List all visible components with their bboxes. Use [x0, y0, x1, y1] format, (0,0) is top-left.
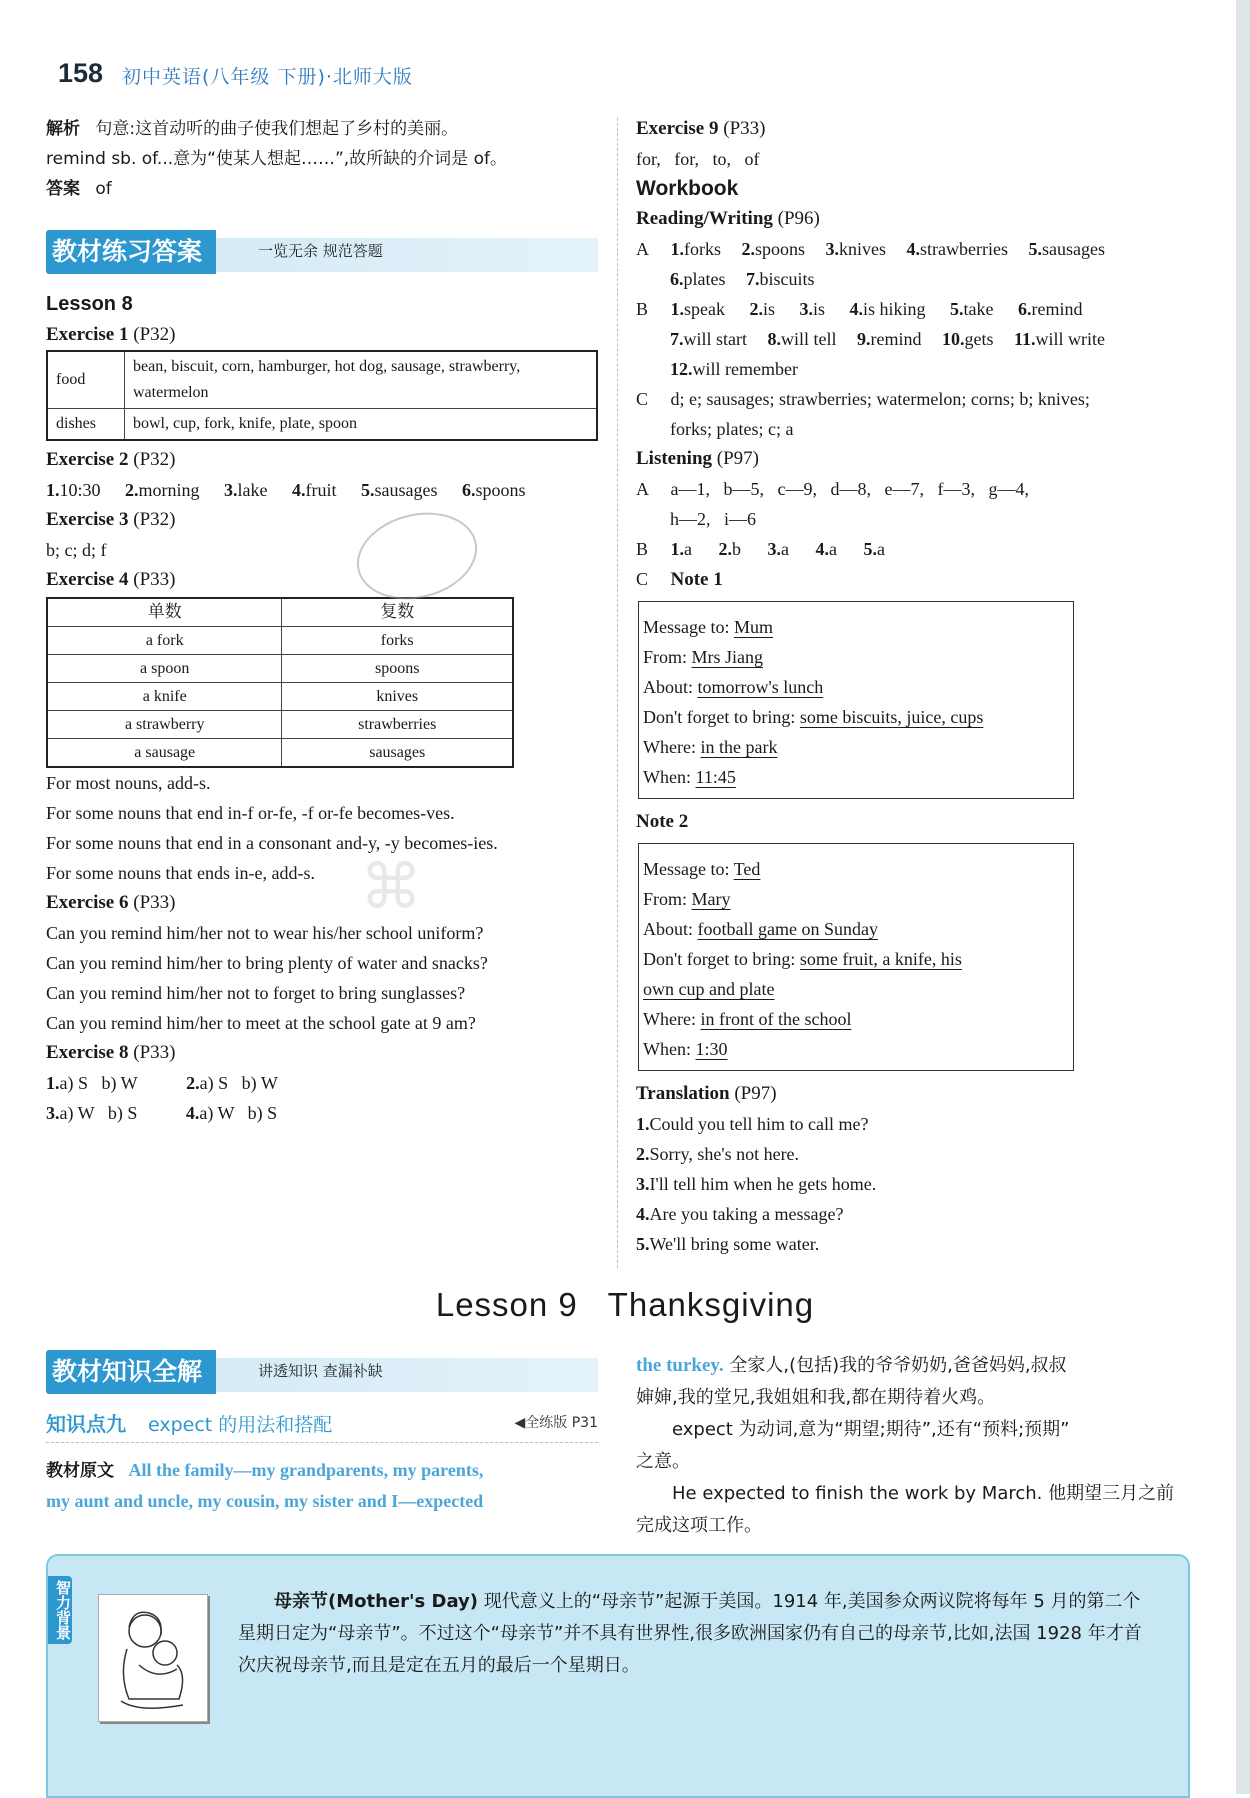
note-row — [643, 732, 1069, 762]
ex9-answer: for, for, to, of — [636, 149, 760, 169]
ex1-title-text: Exercise 1 — [46, 324, 129, 345]
item-number: 6. — [670, 269, 684, 289]
note-label: About: — [643, 919, 694, 939]
sidebar-text — [238, 1586, 1158, 1682]
item-answer: Sorry, she's not here. — [649, 1144, 800, 1164]
item-answer: will tell — [781, 329, 837, 349]
ex2-title — [46, 445, 598, 475]
c-answer: d; e; sausages; strawberries; watermelon; corns; b; knives; — [670, 389, 1090, 409]
note-value: Ted — [733, 859, 761, 879]
item-number: 2. — [741, 239, 755, 259]
note-row — [643, 884, 1069, 914]
item-answer: a — [829, 539, 837, 559]
note-value: tomorrow's lunch — [697, 677, 824, 697]
source-line-end: the turkey. — [636, 1355, 724, 1376]
a-answer: a—1, b—5, c—9, d—8, e—7, f—3, g—4, — [670, 479, 1029, 499]
note-row — [643, 762, 1069, 792]
sidebar-body: 现代意义上的“母亲节”起源于美国。1914 年,美国参众两议院将每年 5 月的第二个星期日定为“母亲节”。不过这个“母亲节”并不具有世界性,很多欧洲国家仍有自己的母亲节,比如,法国 1928 年才首次庆祝母亲节,而且是定在五月的最后一个星期日。 — [238, 1591, 1142, 1676]
note-row — [643, 672, 1069, 702]
item-number: 3. — [799, 299, 813, 319]
source-line: my aunt and uncle, my cousin, my sister and I—expected — [46, 1491, 484, 1511]
item-answer: a) S b) W — [59, 1073, 138, 1093]
table-cell: bowl, cup, fork, knife, plate, spoon — [125, 409, 598, 441]
item-number: 9. — [857, 329, 871, 349]
lesson9-title: Lesson 9 Thanksgiving — [435, 1286, 815, 1323]
listening-title-text: Listening — [636, 448, 713, 469]
table-cell: strawberries — [282, 711, 513, 739]
background-sidebar — [46, 1554, 1190, 1798]
knowledge-explanation — [636, 1350, 1196, 1542]
ex8-page: (P33) — [133, 1042, 176, 1063]
item-number: 6. — [1018, 299, 1032, 319]
ex1-page: (P32) — [133, 324, 176, 345]
item-answer: a) W b) S — [59, 1103, 138, 1123]
banner-subtitle: 一览无余 规范答题 — [258, 242, 383, 260]
item-answer: remind — [1031, 299, 1083, 319]
note1-title: Note 1 — [670, 569, 723, 590]
table-row — [47, 655, 513, 683]
ex6-line: Can you remind him/her to bring plenty of water and snacks? — [46, 953, 488, 973]
item-number: 2. — [186, 1073, 200, 1093]
ex9-title-text: Exercise 9 — [636, 118, 719, 139]
answers-banner — [46, 230, 598, 274]
ex6-page: (P33) — [133, 892, 176, 913]
note-row — [643, 854, 1069, 884]
table-cell: food — [47, 351, 125, 409]
banner-title: 教材知识全解 — [46, 1350, 216, 1394]
rule-line: For most nouns, add-s. — [46, 773, 211, 793]
item-answer: b — [732, 539, 741, 559]
note-value: some biscuits, juice, cups — [799, 707, 984, 727]
translation-line — [636, 1169, 1196, 1199]
note-label: Message to: — [643, 617, 730, 637]
page-number: 158 — [58, 58, 104, 88]
listening-a-line-2: h—2, i—6 — [670, 509, 757, 529]
rule-line: For some nouns that ends in-e, add-s. — [46, 863, 315, 883]
section-label: C — [636, 389, 649, 409]
item-number: 12. — [670, 359, 693, 379]
note-label: About: — [643, 677, 694, 697]
translation-page: (P97) — [734, 1083, 777, 1104]
note2-box — [638, 843, 1074, 1071]
book-title: 初中英语(八年级 下册)·北师大版 — [122, 66, 413, 88]
item-answer: is hiking — [863, 299, 926, 319]
item-answer: lake — [237, 480, 268, 500]
note-value: in front of the school — [700, 1009, 852, 1029]
translation-line — [636, 1139, 1196, 1169]
note-row — [643, 612, 1069, 642]
item-number: 8. — [767, 329, 781, 349]
ex8-title — [46, 1038, 598, 1068]
item-number: 1. — [636, 1114, 650, 1134]
analysis-label: 解析 — [46, 119, 80, 139]
item-answer: morning — [138, 480, 200, 500]
kp-reference: ◀全练版 P31 — [514, 1415, 598, 1431]
section-label: A — [636, 479, 649, 499]
ex4-table — [46, 597, 514, 768]
item-number: 5. — [863, 539, 877, 559]
rule-line: For some nouns that end in a consonant and-y, -y becomes-ies. — [46, 833, 498, 853]
note2-title: Note 2 — [636, 811, 689, 832]
note-label: When: — [643, 1039, 691, 1059]
note-value: some fruit, a knife, his — [799, 949, 962, 969]
ex2-answers — [46, 475, 598, 505]
kp-title: 知识点九 — [46, 1412, 126, 1436]
note1-box — [638, 601, 1074, 799]
explanation-p2: expect 为动词,意为“期望;期待”,还有“预料;预期” — [672, 1419, 1070, 1440]
section-label: A — [636, 239, 649, 259]
analysis-line-2: remind sb. of...意为“使某人想起……”,故所缺的介词是 of。 — [46, 149, 507, 169]
note-label: Message to: — [643, 859, 730, 879]
item-number: 1. — [46, 1073, 60, 1093]
banner-title: 教材练习答案 — [46, 230, 216, 274]
section-label: B — [636, 539, 649, 559]
table-cell: knives — [282, 683, 513, 711]
note-label: From: — [643, 647, 688, 667]
item-answer: speak — [684, 299, 725, 319]
item-number: 2. — [749, 299, 763, 319]
answer-value: of — [95, 179, 112, 199]
knowledge-point-title — [46, 1408, 598, 1443]
item-number: 4. — [292, 480, 306, 500]
item-number: 11. — [1014, 329, 1036, 349]
ex6-line: Can you remind him/her not to forget to bring sunglasses? — [46, 983, 466, 1003]
note-value: own cup and plate — [643, 979, 775, 999]
kp-subtitle: expect 的用法和搭配 — [148, 1414, 333, 1436]
item-answer: spoons — [755, 239, 806, 259]
rw-b-line-2 — [636, 324, 1196, 354]
ex2-title-text: Exercise 2 — [46, 449, 129, 470]
note-label: Where: — [643, 1009, 696, 1029]
knowledge-section — [46, 1350, 598, 1516]
item-answer: will write — [1035, 329, 1106, 349]
ex3-answer: b; c; d; f — [46, 540, 107, 560]
note-row — [643, 974, 1069, 1004]
analysis-line — [46, 114, 598, 144]
note-row — [643, 1004, 1069, 1034]
note-label: From: — [643, 889, 688, 909]
rw-title-text: Reading/Writing — [636, 208, 773, 229]
item-answer: is — [762, 299, 775, 319]
translation-title — [636, 1079, 1196, 1109]
mother-child-illustration — [98, 1594, 208, 1722]
table-header: 复数 — [282, 598, 513, 627]
explanation-p3b: 完成这项工作。 — [636, 1515, 762, 1536]
note-value: Mum — [733, 617, 773, 637]
listening-title — [636, 444, 1196, 474]
note-value: Mary — [691, 889, 731, 909]
item-number: 1. — [670, 539, 684, 559]
ex6-line: Can you remind him/her not to wear his/her school uniform? — [46, 923, 484, 943]
note-label: When: — [643, 767, 691, 787]
note-row — [643, 702, 1069, 732]
ex1-title — [46, 320, 598, 350]
item-answer: will remember — [692, 359, 798, 379]
analysis-text: 句意:这首动听的曲子使我们想起了乡村的美丽。 — [95, 119, 459, 139]
translation-title-text: Translation — [636, 1083, 730, 1104]
item-answer: sausages — [374, 480, 438, 500]
item-answer: Could you tell him to call me? — [649, 1114, 869, 1134]
rw-a-line — [636, 234, 1196, 264]
table-cell: a sausage — [47, 739, 282, 768]
note-value: football game on Sunday — [697, 919, 878, 939]
note-row — [643, 1034, 1069, 1064]
listening-b-line — [636, 534, 1196, 564]
explanation-p1 — [636, 1350, 1196, 1382]
item-number: 4. — [906, 239, 921, 259]
ex8-line — [46, 1068, 598, 1098]
ex4-title-text: Exercise 4 — [46, 569, 129, 590]
table-row — [47, 627, 513, 655]
table-cell: forks — [282, 627, 513, 655]
item-number: 6. — [461, 480, 476, 500]
item-answer: a — [877, 539, 885, 559]
listening-a-line — [636, 474, 1196, 504]
rw-c-line-2: forks; plates; c; a — [670, 419, 794, 439]
rw-page: (P96) — [777, 208, 820, 229]
note-value: 11:45 — [695, 767, 736, 787]
item-number: 3. — [825, 239, 840, 259]
rw-a-line-2 — [636, 264, 1196, 294]
listening-c-line — [636, 564, 1196, 595]
item-number: 3. — [767, 539, 781, 559]
item-number: 5. — [950, 299, 964, 319]
explanation-p1b: 婶婶,我的堂兄,我姐姐和我,都在期待着火鸡。 — [636, 1387, 996, 1408]
table-cell: a knife — [47, 683, 282, 711]
ex3-title-text: Exercise 3 — [46, 509, 129, 530]
sidebar-heading: 母亲节(Mother's Day) — [274, 1591, 478, 1612]
note-label: Don't forget to bring: — [643, 949, 796, 969]
section-label: C — [636, 569, 649, 589]
table-row — [47, 711, 513, 739]
left-column — [46, 114, 598, 1128]
item-answer: a — [781, 539, 789, 559]
item-answer: knives — [839, 239, 887, 259]
ex8-title-text: Exercise 8 — [46, 1042, 129, 1063]
item-number: 5. — [636, 1234, 650, 1254]
ex8-line — [46, 1098, 598, 1128]
table-cell: a fork — [47, 627, 282, 655]
item-answer: plates — [683, 269, 726, 289]
item-number: 5. — [1028, 239, 1042, 259]
table-cell: bean, biscuit, corn, hamburger, hot dog, sausage, strawberry, watermelon — [125, 351, 598, 409]
table-cell: a spoon — [47, 655, 282, 683]
knowledge-banner — [46, 1350, 598, 1394]
banner-subtitle: 讲透知识 查漏补缺 — [258, 1362, 383, 1380]
item-answer: We'll bring some water. — [649, 1234, 820, 1254]
listening-page: (P97) — [716, 448, 760, 469]
item-answer: will start — [683, 329, 747, 349]
table-row — [47, 683, 513, 711]
item-answer: spoons — [475, 480, 526, 500]
item-number: 1. — [670, 239, 684, 259]
source-text — [46, 1455, 598, 1486]
ex4-page: (P33) — [133, 569, 176, 590]
item-number: 3. — [636, 1174, 650, 1194]
item-answer: biscuits — [759, 269, 815, 289]
watermark: ⌘ — [360, 850, 432, 923]
item-number: 2. — [125, 480, 139, 500]
item-answer: take — [963, 299, 994, 319]
answer-line — [46, 174, 598, 204]
translation-line — [636, 1109, 1196, 1139]
item-number: 1. — [46, 480, 60, 500]
explanation-p3: He expected to finish the work by March. 他期望三月之前 — [672, 1483, 1175, 1504]
rw-b-line — [636, 294, 1196, 324]
ex9-title — [636, 114, 1196, 144]
item-number: 2. — [636, 1144, 650, 1164]
explanation-p2b: 之意。 — [636, 1451, 690, 1472]
item-number: 10. — [942, 329, 965, 349]
item-number: 3. — [224, 480, 238, 500]
lesson8-title: Lesson 8 — [46, 293, 133, 315]
table-cell: dishes — [47, 409, 125, 441]
item-answer: strawberries — [920, 239, 1008, 259]
source-label: 教材原文 — [46, 1461, 114, 1481]
ex2-page: (P32) — [133, 449, 176, 470]
ex1-table — [46, 350, 598, 441]
rw-c-line — [636, 384, 1196, 414]
note-row — [643, 642, 1069, 672]
item-answer: is — [813, 299, 826, 319]
source-text-2 — [46, 1486, 598, 1516]
table-header-row — [47, 598, 513, 627]
item-answer: a — [684, 539, 692, 559]
item-answer: sausages — [1041, 239, 1105, 259]
table-cell: sausages — [282, 739, 513, 768]
note-label: Where: — [643, 737, 696, 757]
table-header: 单数 — [47, 598, 282, 627]
workbook-title: Workbook — [636, 177, 739, 200]
table-row — [47, 351, 597, 409]
ex4-title — [46, 565, 598, 595]
item-answer: a) W b) S — [199, 1103, 278, 1123]
section-label: B — [636, 299, 649, 319]
column-divider — [617, 118, 618, 1268]
rule-line: For some nouns that end in-f or-fe, -f or-fe becomes-ves. — [46, 803, 455, 823]
item-number: 7. — [746, 269, 760, 289]
item-number: 3. — [46, 1103, 60, 1123]
translation-line — [636, 1229, 1196, 1259]
item-answer: a) S b) W — [199, 1073, 278, 1093]
note-label: Don't forget to bring: — [643, 707, 796, 727]
ex6-title — [46, 888, 598, 918]
item-answer: remind — [870, 329, 922, 349]
reading-writing-title — [636, 204, 1196, 234]
table-row — [47, 409, 597, 441]
note-row — [643, 944, 1069, 974]
right-column — [636, 114, 1196, 1259]
item-number: 2. — [718, 539, 732, 559]
note-value: Mrs Jiang — [691, 647, 764, 667]
item-number: 4. — [636, 1204, 650, 1224]
ex9-page: (P33) — [723, 118, 766, 139]
item-number: 4. — [185, 1103, 200, 1123]
page-edge — [1236, 0, 1250, 1794]
ex6-line: Can you remind him/her to meet at the school gate at 9 am? — [46, 1013, 476, 1033]
rw-b-line-3 — [636, 354, 1196, 384]
source-line: All the family—my grandparents, my parents, — [128, 1460, 484, 1480]
item-number: 7. — [670, 329, 684, 349]
translation-text: 全家人,(包括)我的爷爷奶奶,爸爸妈妈,叔叔 — [729, 1355, 1067, 1376]
note-row — [643, 914, 1069, 944]
item-number: 4. — [815, 539, 829, 559]
item-number: 5. — [361, 480, 375, 500]
table-row — [47, 739, 513, 768]
item-number: 1. — [670, 299, 684, 319]
item-answer: forks — [684, 239, 721, 259]
item-answer: Are you taking a message? — [649, 1204, 844, 1224]
sidebar-tag: 智力背景 — [48, 1576, 72, 1644]
note-value: 1:30 — [695, 1039, 728, 1059]
translation-line — [636, 1199, 1196, 1229]
table-cell: a strawberry — [47, 711, 282, 739]
note-value: in the park — [700, 737, 778, 757]
item-answer: fruit — [305, 480, 337, 500]
ex3-page: (P32) — [133, 509, 176, 530]
item-answer: gets — [964, 329, 994, 349]
answer-label: 答案 — [46, 179, 80, 199]
item-number: 4. — [849, 299, 864, 319]
ex3-title — [46, 505, 598, 535]
item-answer: I'll tell him when he gets home. — [649, 1174, 877, 1194]
table-cell: spoons — [282, 655, 513, 683]
ex6-title-text: Exercise 6 — [46, 892, 129, 913]
item-answer: 10:30 — [59, 480, 101, 500]
